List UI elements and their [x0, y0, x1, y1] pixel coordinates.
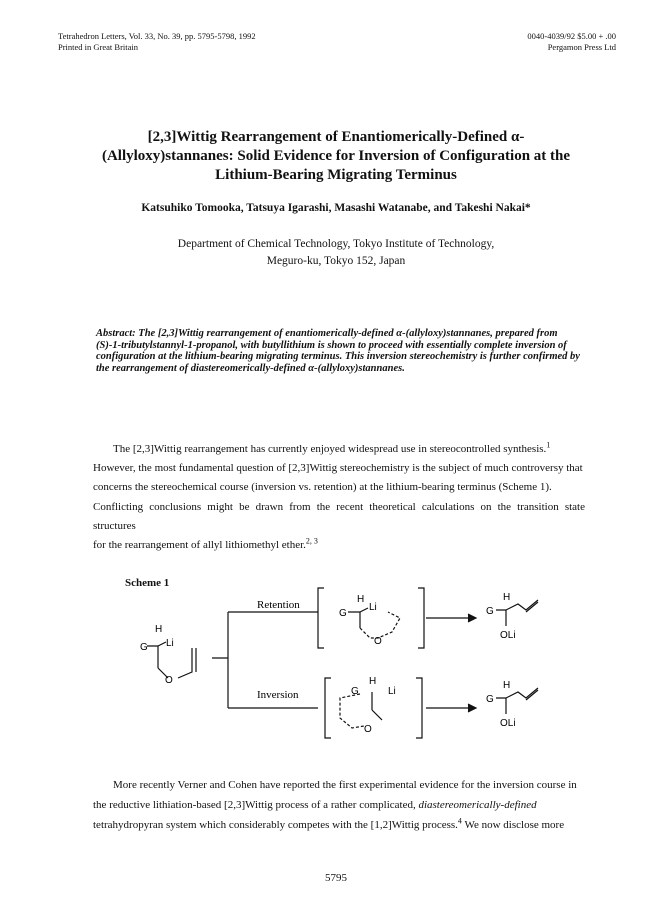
publisher: Pergamon Press Ltd: [547, 42, 616, 52]
scheme-1-diagram: [120, 580, 580, 760]
inversion-ts-h: H: [369, 676, 377, 687]
start-atom-o: O: [165, 675, 173, 686]
paragraph-1-line-4: Conflicting conclusions might be drawn from the recent theoretical calculations on the transition state structures: [93, 500, 585, 532]
start-atom-li: Li: [166, 638, 174, 649]
paragraph-1-line-3: concerns the stereochemical course (inversion vs. retention) at the lithium-bearing terminus (Scheme 1).: [93, 481, 552, 494]
paragraph-2: [93, 775, 585, 835]
retention-product-h: H: [503, 592, 511, 603]
paragraph-1: [93, 440, 585, 555]
start-atom-h: H: [155, 624, 163, 635]
inversion-ts-g: G: [351, 686, 359, 697]
abstract-label: Abstract:: [96, 328, 136, 339]
inversion-bracket-right: [416, 678, 422, 738]
reference-1[interactable]: 1: [546, 440, 551, 450]
retention-label: Retention: [257, 599, 300, 611]
retention-bracket-left: [318, 588, 324, 648]
header-right: [527, 31, 616, 53]
printed-in: Printed in Great Britain: [58, 42, 139, 52]
retention-bracket-right: [418, 588, 424, 648]
start-atom-g: G: [140, 642, 148, 653]
paragraph-1-line-1: The [2,3]Wittig rearrangement has currently enjoyed widespread use in stereocontrolled synthesis.: [113, 443, 547, 455]
paragraph-1-line-5: for the rearrangement of allyl lithiomethyl ether.: [93, 539, 306, 552]
inversion-product-g: G: [486, 694, 494, 705]
title-line-3: Lithium-Bearing Migrating Terminus: [215, 167, 457, 183]
inversion-bracket-left: [325, 678, 331, 738]
reference-4[interactable]: 4: [457, 816, 462, 826]
header-left: [58, 31, 256, 53]
retention-ts-o: O: [374, 636, 382, 647]
affiliation-line-1: Department of Chemical Technology, Tokyo Institute of Technology,: [177, 238, 495, 250]
page-number: 5795: [325, 872, 347, 884]
inversion-ts-o: O: [364, 724, 372, 735]
start-ring-bonds: [158, 646, 192, 678]
scheme-label: Scheme 1: [125, 577, 170, 589]
retention-ts-li: Li: [369, 602, 377, 613]
author-list: Katsuhiko Tomooka, Tatsuya Igarashi, Masashi Watanabe, and Takeshi Nakai*: [141, 202, 531, 214]
paragraph-2-line-2b: diastereomerically-defined: [418, 799, 537, 811]
issn-price: 0040-4039/92 $5.00 + .00: [527, 31, 616, 41]
retention-ts-h: H: [357, 594, 365, 605]
abstract-text: The [2,3]Wittig rearrangement of enantiomerically-defined α-(allyloxy)stannanes, prepared from (S)-1-tributylstannyl-1-propanol, with butyllithium is shown to proceed with essentially complete inversion of configuration at the lithium-bearing migrating terminus. This inversion stereochemistry is further confirmed by the rearrangement of diastereomerically-defined α-(allyloxy)stannanes.: [96, 328, 580, 374]
inversion-ts-li: Li: [388, 686, 396, 697]
affiliation-line-2: Meguro-ku, Tokyo 152, Japan: [266, 255, 406, 267]
title-line-2: (Allyloxy)stannanes: Solid Evidence for Inversion of Configuration at the: [101, 148, 571, 164]
affiliation: [40, 236, 632, 270]
title-line-1: [2,3]Wittig Rearrangement of Enantiomerically-Defined α-: [147, 129, 525, 145]
inversion-product-oli: OLi: [500, 718, 516, 729]
retention-product-oli: OLi: [500, 630, 516, 641]
paragraph-2-line-3: tetrahydropyran system which considerably competes with the [1,2]Wittig process.: [93, 819, 458, 831]
reference-2-3[interactable]: 2, 3: [305, 536, 318, 546]
paragraph-2-line-2a: the reductive lithiation-based [2,3]Wittig process of a rather complicated,: [93, 799, 419, 811]
paragraph-2-line-3b: We now disclose more: [461, 819, 565, 831]
journal-citation: Tetrahedron Letters, Vol. 33, No. 39, pp. 5795-5798, 1992: [58, 31, 256, 41]
paragraph-2-line-1: More recently Verner and Cohen have reported the first experimental evidence for the inversion course in: [113, 779, 577, 791]
paragraph-1-line-2: However, the most fundamental question of [2,3]Wittig stereochemistry is the subject of much controversy that: [93, 462, 583, 475]
inversion-label: Inversion: [257, 689, 299, 701]
paper-title: [40, 128, 632, 185]
retention-product-g: G: [486, 606, 494, 617]
abstract: [96, 328, 582, 374]
inversion-product-h: H: [503, 680, 511, 691]
retention-ts-g: G: [339, 608, 347, 619]
